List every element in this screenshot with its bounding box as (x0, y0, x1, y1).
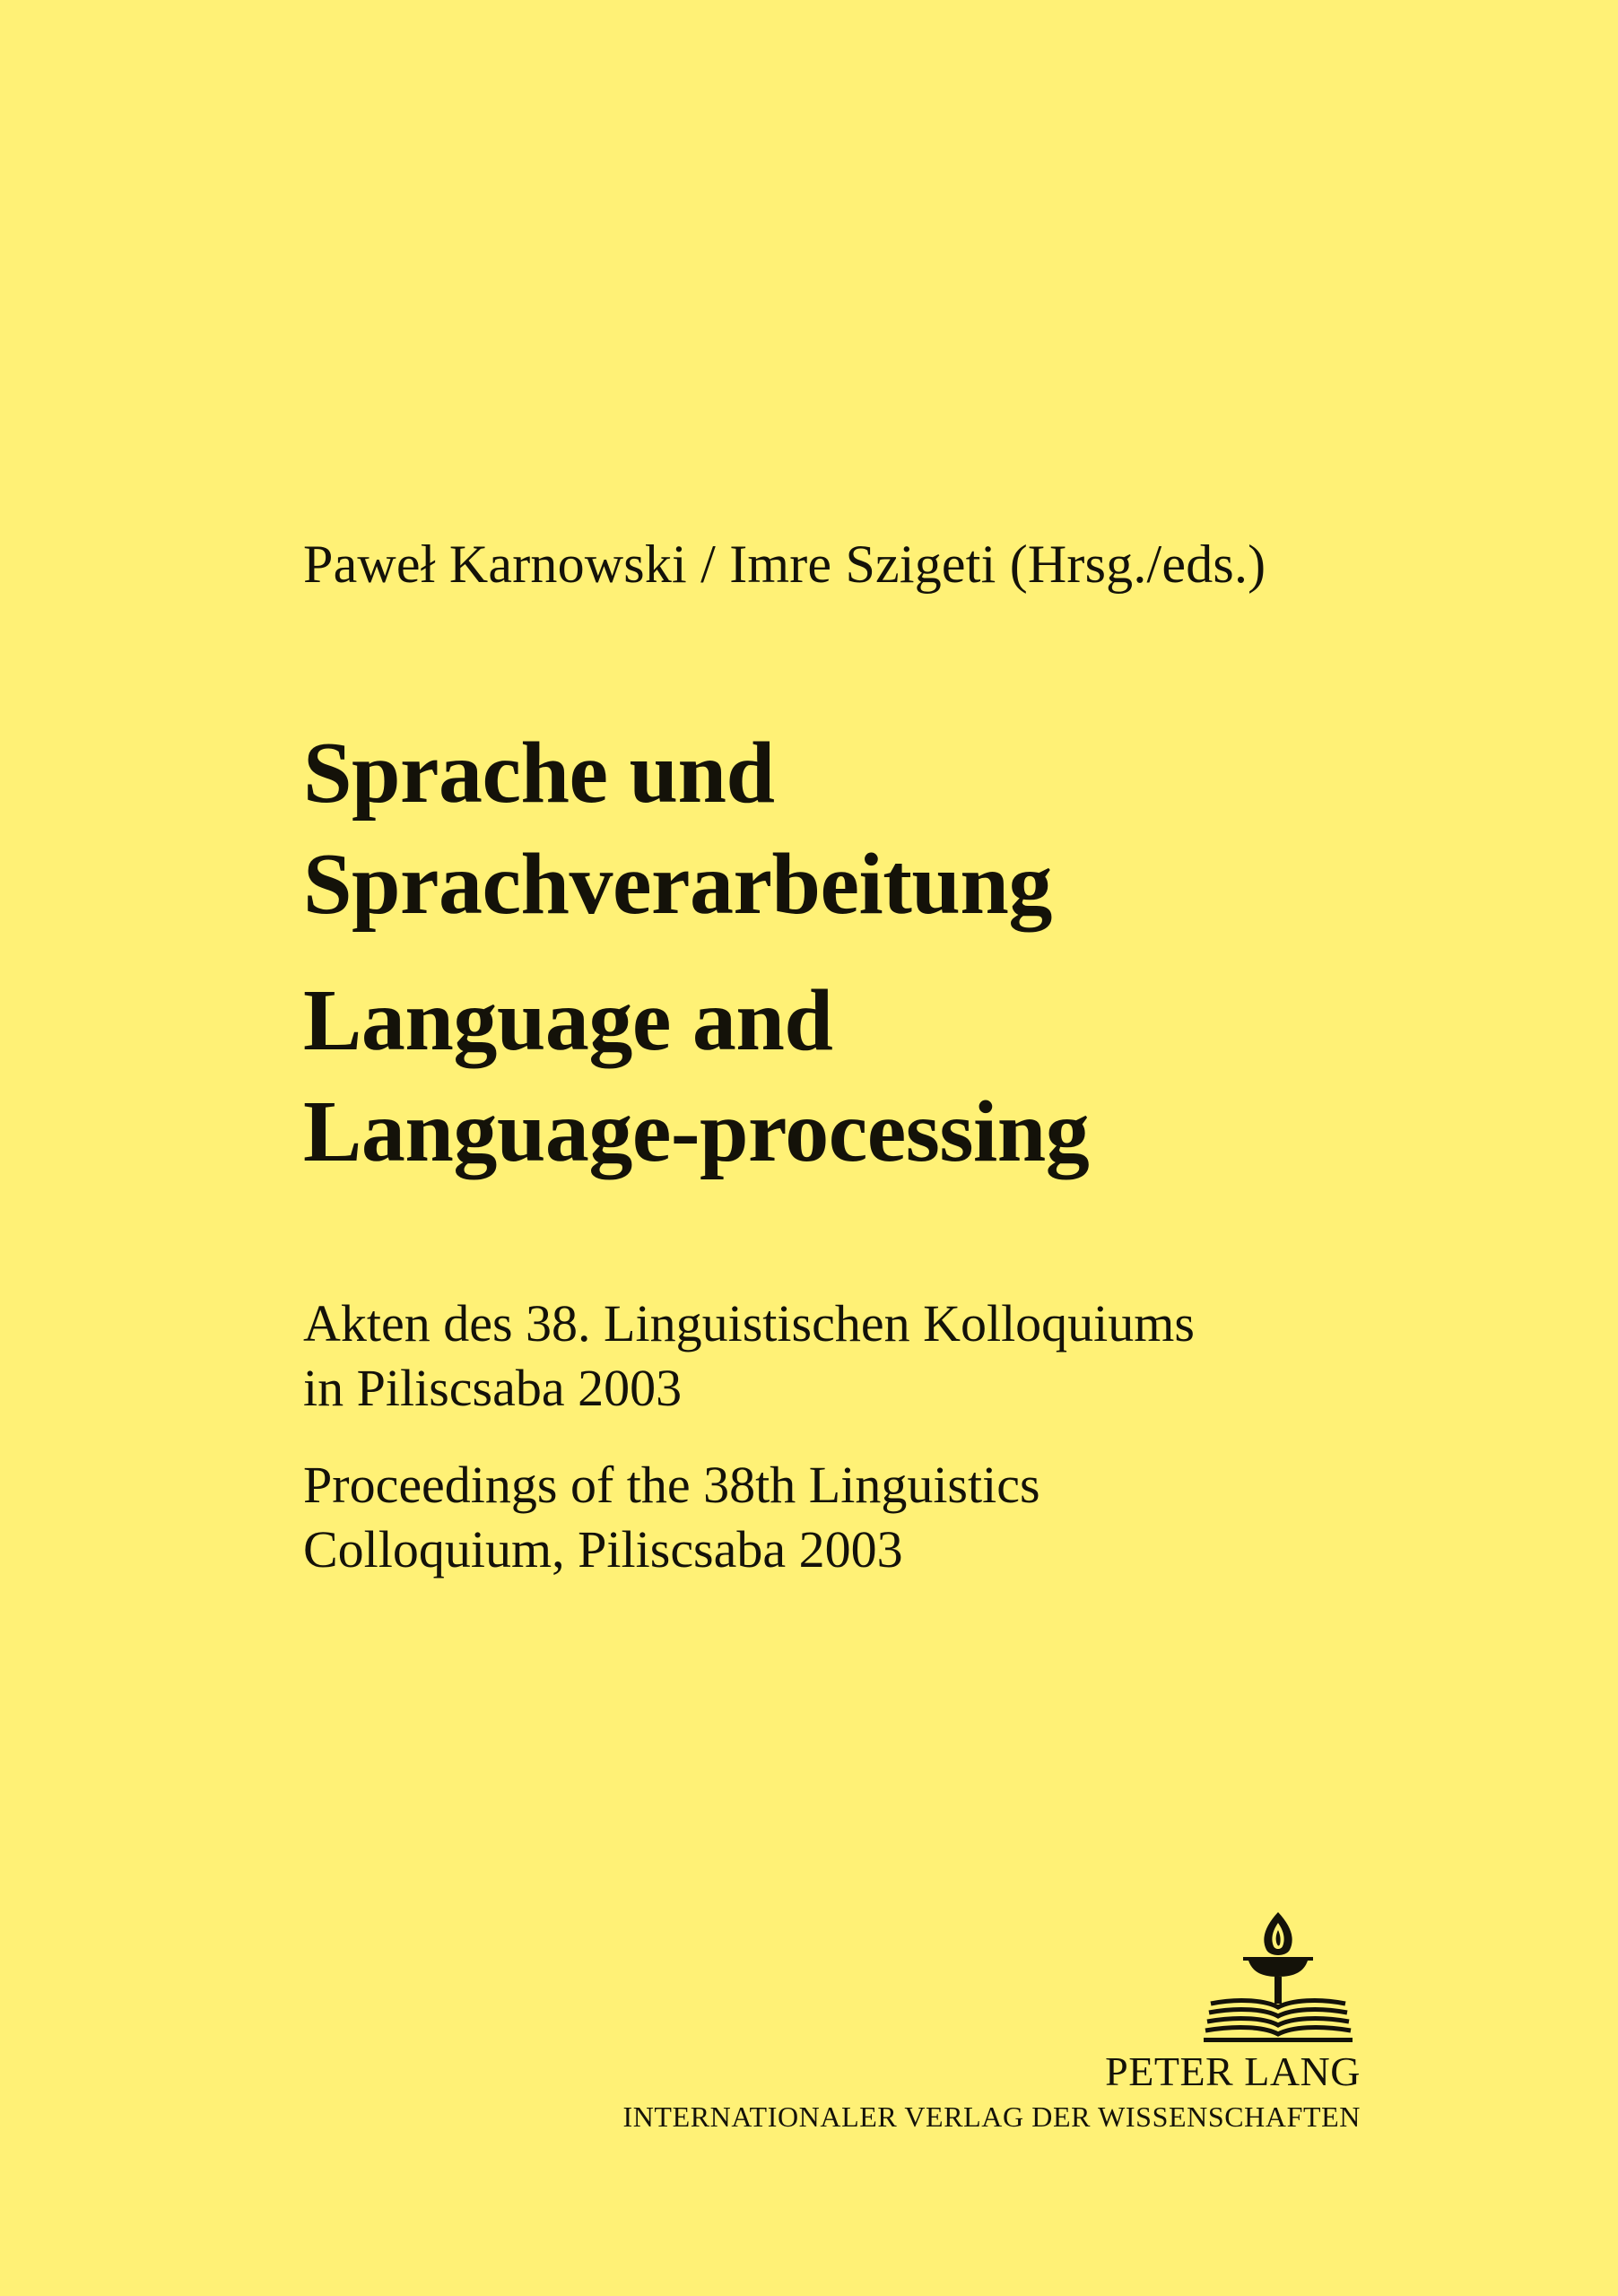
subtitle-gap (303, 1421, 1195, 1453)
subtitle-german-line-1: Akten des 38. Linguistischen Kolloquiums (303, 1294, 1195, 1352)
subtitle-english-line-1: Proceedings of the 38th Linguistics (303, 1456, 1040, 1514)
publisher-name: PETER LANG (1105, 2048, 1361, 2094)
editors-line: Paweł Karnowski / Imre Szigeti (Hrsg./eds.) (303, 535, 1266, 594)
publisher-tagline: INTERNATIONALER VERLAG DER WISSENSCHAFTEN (622, 2100, 1361, 2133)
title-gap (303, 940, 1089, 965)
book-title (303, 718, 1089, 1187)
title-english-line-2: Language-processing (303, 1083, 1090, 1180)
title-german-line-2: Sprachverarbeitung (303, 836, 1052, 933)
publisher-logo-icon (1202, 1910, 1354, 2045)
title-german-line-1: Sprache und (303, 725, 775, 822)
subtitle-english-line-2: Colloquium, Piliscsaba 2003 (303, 1520, 903, 1578)
book-subtitle (303, 1292, 1195, 1582)
title-english-line-1: Language and (303, 972, 833, 1069)
subtitle-german-line-2: in Piliscsaba 2003 (303, 1359, 683, 1417)
